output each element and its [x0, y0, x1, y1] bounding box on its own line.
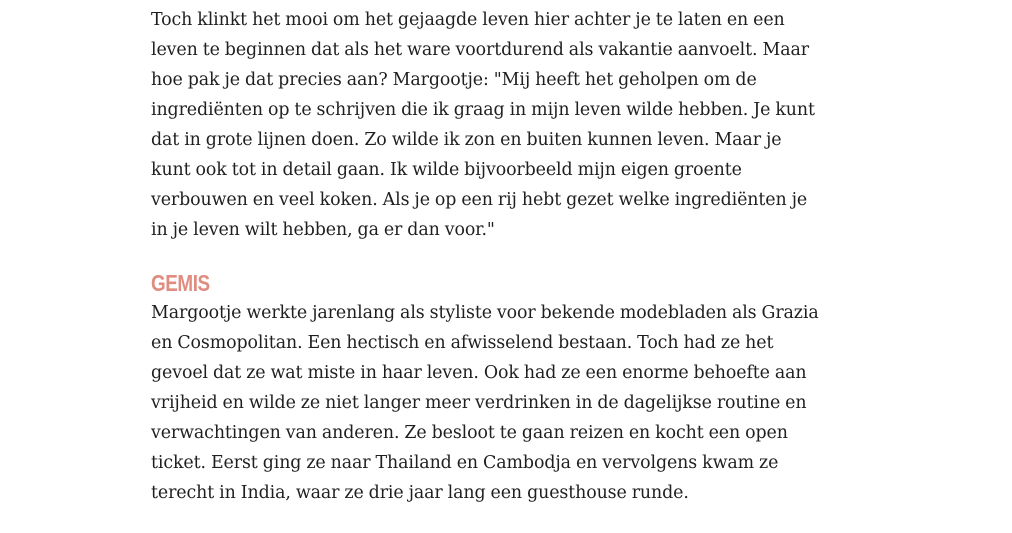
article-body — [151, 5, 821, 508]
section-heading-gemis: GEMIS — [151, 270, 210, 296]
article-paragraph-gemis: Margootje werkte jarenlang als styliste voor bekende modebladen als Grazia en Cosmopolitan. Een hectisch en afwisselend bestaan. Toch had ze het gevoel dat ze wat miste in haar leven. Ook had ze een enorme behoefte aan vrijheid en wilde ze niet langer meer verdrinken in de dagelijkse routine en verwachtingen van anderen. Ze besloot te gaan reizen en kocht een open ticket. Eerst ging ze naar Thailand en Cambodja en vervolgens kwam ze terecht in India, waar ze drie jaar lang een guesthouse runde. — [151, 303, 819, 503]
article-paragraph-intro: Toch klinkt het mooi om het gejaagde leven hier achter je te laten en een leven te beginnen dat als het ware voortdurend als vakantie aanvoelt. Maar hoe pak je dat precies aan? Margootje: "Mij heeft het geholpen om de ingrediënten op te schrijven die ik graag in mijn leven wilde hebben. Je kunt dat in grote lijnen doen. Zo wilde ik zon en buiten kunnen leven. Maar je kunt ook tot in detail gaan. Ik wilde bijvoorbeeld mijn eigen groente verbouwen en veel koken. Als je op een rij hebt gezet welke ingrediënten je in je leven wilt hebben, ga er dan voor." — [151, 10, 815, 240]
